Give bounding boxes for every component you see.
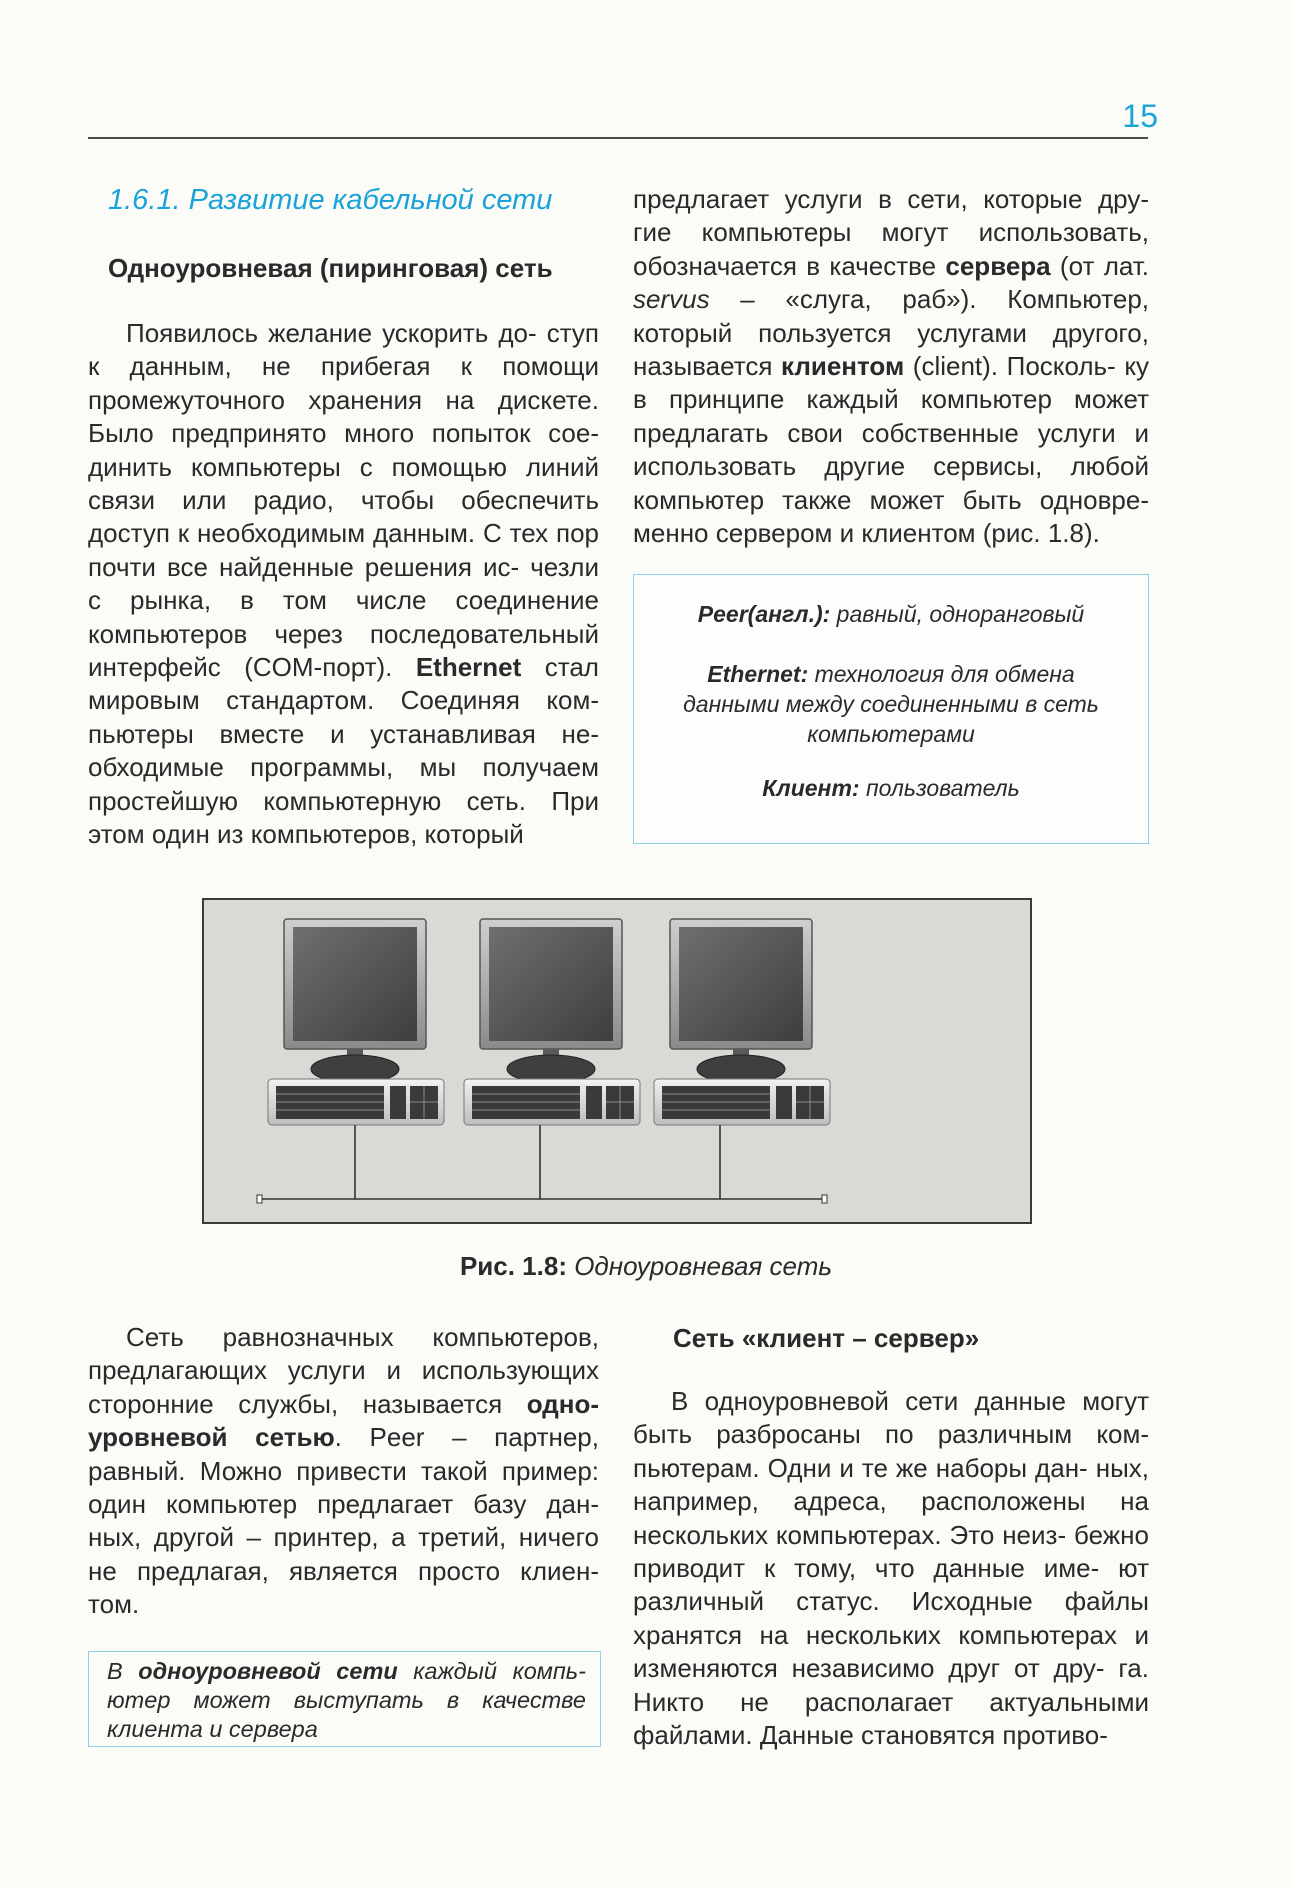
computer-icon [464, 919, 640, 1125]
text-line: Появилось желание ускорить до- [126, 318, 537, 348]
text-line: один компьютер предлагает базу дан- [88, 1489, 599, 1520]
text-line: хранятся на нескольких компьютерах [633, 1619, 1117, 1650]
text-line: ных, например, адреса, расположены [633, 1452, 1149, 1517]
glossary-definition: данными между соединенными в сеть [683, 691, 1099, 717]
text-line: компьютеров через последовательный [88, 618, 599, 649]
note-text: клиента и сервера [107, 1716, 318, 1742]
network-illustration [204, 900, 1030, 1222]
network-cable [262, 1125, 822, 1199]
text-line: сторонние службы, называется [88, 1388, 527, 1419]
text-line: промежуточного хранения на дискете. [88, 384, 599, 415]
text-line: этом один из компьютеров, который [88, 819, 524, 850]
note-text: ютер может выступать в качестве [107, 1687, 586, 1713]
glossary-definition: пользователь [859, 775, 1020, 801]
text-line: ступ к данным, не прибегая к помощи [88, 318, 599, 382]
text-line: (от [1050, 250, 1095, 281]
text-line: доступ к необходимым данным. С тех [88, 518, 549, 549]
text-line: связи или радио, чтобы обеспечить [88, 485, 599, 516]
header-rule [88, 137, 1148, 139]
note-term: одноуровневой сети [138, 1658, 398, 1684]
terminator-icon [822, 1195, 827, 1203]
text-line: чезли с рынка, в том числе соединение [88, 551, 599, 616]
text-line: В одноуровневой сети данные могут [671, 1386, 1149, 1416]
text-line: га. Никто не располагает актуальными [633, 1653, 1149, 1717]
text-line: пьютерам. Одни и те же наборы дан- [633, 1452, 1088, 1483]
text-line: бежно приводит к тому, что данные име- [633, 1519, 1149, 1584]
figure-caption-text: Одноуровневая сеть [566, 1251, 833, 1281]
glossary-entry-ethernet [634, 659, 1148, 749]
section-title: 1.6.1. Развитие кабельной сети [108, 184, 553, 216]
term-server: сервера [945, 250, 1051, 281]
note-text: каждый компь- [397, 1658, 586, 1684]
text-line: на нескольких компьютерах. Это неиз- [633, 1486, 1149, 1550]
text-line: (client). Посколь- [904, 351, 1116, 382]
terminator-icon [257, 1195, 262, 1203]
text-line: не предлагая, является просто клиен- [88, 1555, 599, 1586]
text-line: предлагать свои собственные услуги и [633, 417, 1149, 448]
note-text: В [107, 1658, 139, 1684]
text-line: мировым стандартом. Соединяя ком- [88, 685, 599, 716]
text-line: пьютеры вместе и устанавливая не- [88, 718, 599, 749]
paragraph [633, 183, 1149, 550]
text-line: предлагающих услуги и использующих [88, 1355, 599, 1386]
text-line: компьютер также может быть одновре- [633, 484, 1149, 515]
text-line: равный. Можно привести такой пример: [88, 1455, 599, 1486]
note-box [88, 1651, 601, 1747]
computer-icon [268, 919, 444, 1125]
text-line: использовать другие сервисы, любой [633, 451, 1149, 482]
glossary-entry-client [634, 773, 1148, 803]
text-line: гие компьютеры могут использовать, [633, 217, 1149, 248]
text-line: Сеть равнозначных компьютеров, [126, 1322, 599, 1352]
text-line: том. [88, 1589, 140, 1620]
term-client: клиентом [781, 351, 905, 382]
text-line: и изменяются независимо друг от дру- [633, 1619, 1149, 1684]
text-line: ку в принципе каждый компьютер может [633, 351, 1149, 415]
heading-peer-network: Одноуровневая (пиринговая) сеть [108, 253, 553, 283]
text-line: простейшую компьютерную сеть. При [88, 785, 599, 816]
text-line: менно сервером и клиентом (рис. 1.8). [633, 518, 1100, 549]
text-line: ют различный статус. Исходные файлы [633, 1553, 1149, 1617]
text-line: обозначается в качестве [633, 250, 946, 281]
computer-icon [654, 919, 830, 1125]
term-peer-network: уровневой сетью [88, 1422, 335, 1453]
text-line: ных, другой – принтер, а третий, ничего [88, 1522, 599, 1553]
glossary-definition: компьютерами [807, 721, 975, 747]
glossary-term: Клиент: [762, 775, 860, 801]
text-line: файлами. Данные становятся противо- [633, 1720, 1108, 1751]
text-line: интерфейс (COM-порт). [88, 652, 393, 683]
text-line: быть разбросаны по различным ком- [633, 1419, 1149, 1450]
text-line: обходимые программы, мы получаем [88, 752, 599, 783]
glossary-term: Ethernet: [707, 661, 809, 687]
glossary-box [633, 574, 1149, 844]
text-line: называется [633, 351, 782, 382]
right-column-bottom [633, 1385, 1149, 1752]
right-column-top [633, 183, 1149, 550]
paragraph [88, 317, 599, 852]
text-line: который пользуется услугами другого, [633, 317, 1149, 348]
left-column-bottom [88, 1321, 599, 1622]
figure-caption [0, 1249, 1292, 1283]
text-line: динить компьютеры с помощью линий [88, 451, 599, 482]
glossary-term: Peer(англ.): [697, 601, 831, 627]
term-servus: servus [633, 284, 710, 315]
glossary-definition: технология для обмена [808, 661, 1075, 687]
text-line: – «слуга, раб»). Компьютер, [709, 284, 1149, 315]
figure-label: Рис. 1.8: [459, 1251, 567, 1281]
text-line: пор почти все найденные решения ис- [88, 518, 599, 582]
text-line: стал [521, 652, 599, 683]
paragraph [88, 1321, 599, 1622]
text-line: лат. [1103, 250, 1149, 281]
paragraph [633, 1385, 1149, 1752]
glossary-definition: равный, одноранговый [830, 601, 1085, 627]
left-column-top [88, 317, 599, 852]
text-line: предлагает услуги в сети, которые дру- [633, 184, 1149, 214]
term-ethernet: Ethernet [415, 652, 522, 683]
figure-peer-network [202, 898, 1032, 1224]
heading-client-server: Сеть «клиент – сервер» [673, 1323, 980, 1353]
glossary-entry-peer [634, 599, 1148, 629]
text-line: . Peer – партнер, [334, 1422, 599, 1453]
term-peer-network: одно- [526, 1388, 599, 1419]
page-number: 15 [1122, 98, 1158, 134]
text-line: Было предпринято много попыток сое- [88, 418, 599, 449]
